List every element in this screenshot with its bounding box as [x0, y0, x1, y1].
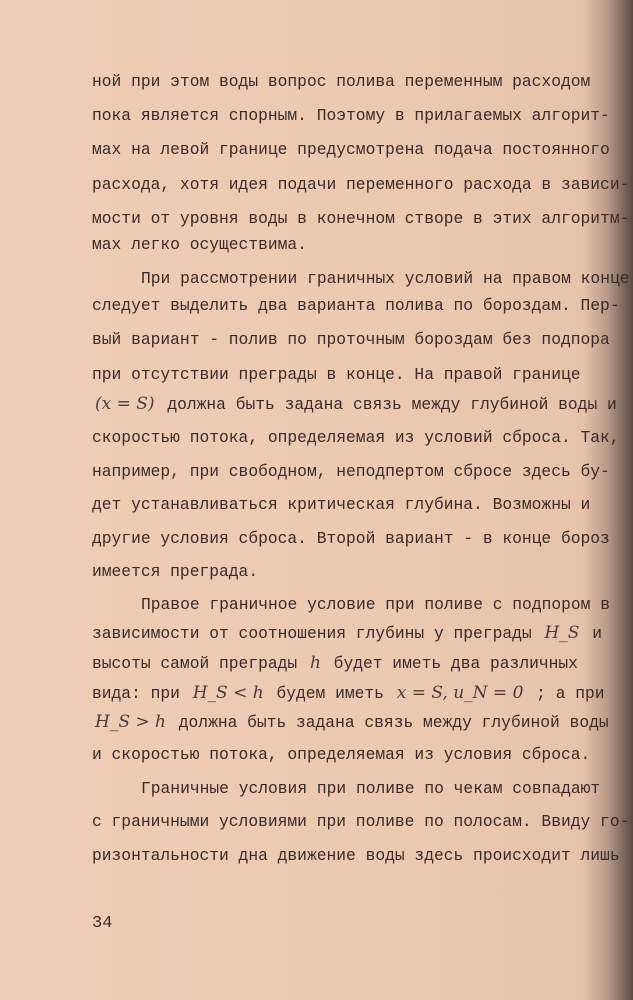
text-segment: другие условия сброса. Второй вариант - в конце бороз [92, 529, 610, 548]
text-line [141, 595, 610, 614]
text-line [92, 106, 610, 125]
text-segment: зависимости от соотношения глубины у преграды [92, 624, 542, 643]
page-number: 34 [92, 914, 113, 933]
text-segment: мах легко осуществима. [92, 235, 307, 254]
text-line [92, 745, 590, 764]
text-line [92, 712, 609, 732]
text-segment: и скоростью потока, определяемая из условия сброса. [92, 745, 591, 764]
text-line [141, 779, 600, 798]
math-expression: H_S > h [95, 712, 166, 732]
text-segment: должна быть задана связь между глубиной воды и [157, 395, 617, 414]
text-segment: будем иметь [266, 684, 394, 703]
math-expression: h [309, 653, 321, 673]
text-segment: скоростью потока, определяемая из условий сброса. Так, [92, 428, 620, 447]
text-segment: и [582, 624, 602, 643]
text-line [92, 653, 578, 673]
text-line [92, 296, 620, 315]
math-expression: (x = S) [95, 394, 155, 414]
text-segment: имеется преграда. [92, 562, 259, 581]
text-line [92, 140, 610, 159]
text-line [92, 428, 620, 447]
text-segment: ризонтальности дна движение воды здесь происходит лишь [92, 846, 620, 865]
text-segment: дет устанавливаться критическая глубина. Возможны и [92, 495, 591, 514]
text-line [92, 623, 602, 643]
text-line [92, 462, 610, 481]
text-segment: Граничные условия при поливе по чекам совпадают [141, 779, 601, 798]
text-line [92, 209, 629, 228]
text-line [92, 72, 590, 91]
text-line [92, 846, 620, 865]
text-segment: вида: при [92, 684, 190, 703]
math-expression: H_S [544, 623, 580, 643]
text-segment: будет иметь два различных [323, 654, 578, 673]
text-segment: мости от уровня воды в конечном створе в этих алгоритм- [92, 209, 630, 228]
text-line [92, 562, 258, 581]
text-segment: вый вариант - полив по проточным бороздам без подпора [92, 330, 610, 349]
text-segment: мах на левой границе предусмотрена подача постоянного [92, 140, 610, 159]
text-line [92, 394, 617, 414]
text-segment: с граничными условиями при поливе по полосам. Ввиду го- [92, 812, 630, 831]
text-segment: ной при этом воды вопрос полива переменным расходом [92, 72, 591, 91]
text-segment: следует выделить два варианта полива по бороздам. Пер- [92, 296, 620, 315]
text-segment: высоты самой преграды [92, 654, 307, 673]
text-segment: При рассмотрении граничных условий на правом конце [141, 269, 630, 288]
text-line [92, 175, 629, 194]
text-segment: ; а при [526, 684, 605, 703]
text-line [141, 269, 630, 288]
text-segment: пока является спорным. Поэтому в прилагаемых алгорит- [92, 106, 610, 125]
math-expression: x = S, u_N = 0 [396, 683, 524, 703]
text-line [92, 365, 581, 384]
text-line [92, 683, 605, 703]
text-line [92, 235, 307, 254]
text-segment: Правое граничное условие при поливе с подпором в [141, 595, 610, 614]
math-expression: H_S < h [192, 683, 264, 703]
text-line [92, 529, 610, 548]
text-segment: расхода, хотя идея подачи переменного расхода в зависи- [92, 175, 630, 194]
text-segment: например, при свободном, неподпертом сбросе здесь бу- [92, 462, 610, 481]
text-line [92, 812, 629, 831]
text-line [92, 495, 590, 514]
text-segment: должна быть задана связь между глубиной воды [168, 713, 609, 732]
text-segment: при отсутствии преграды в конце. На правой границе [92, 365, 581, 384]
text-line [92, 330, 610, 349]
